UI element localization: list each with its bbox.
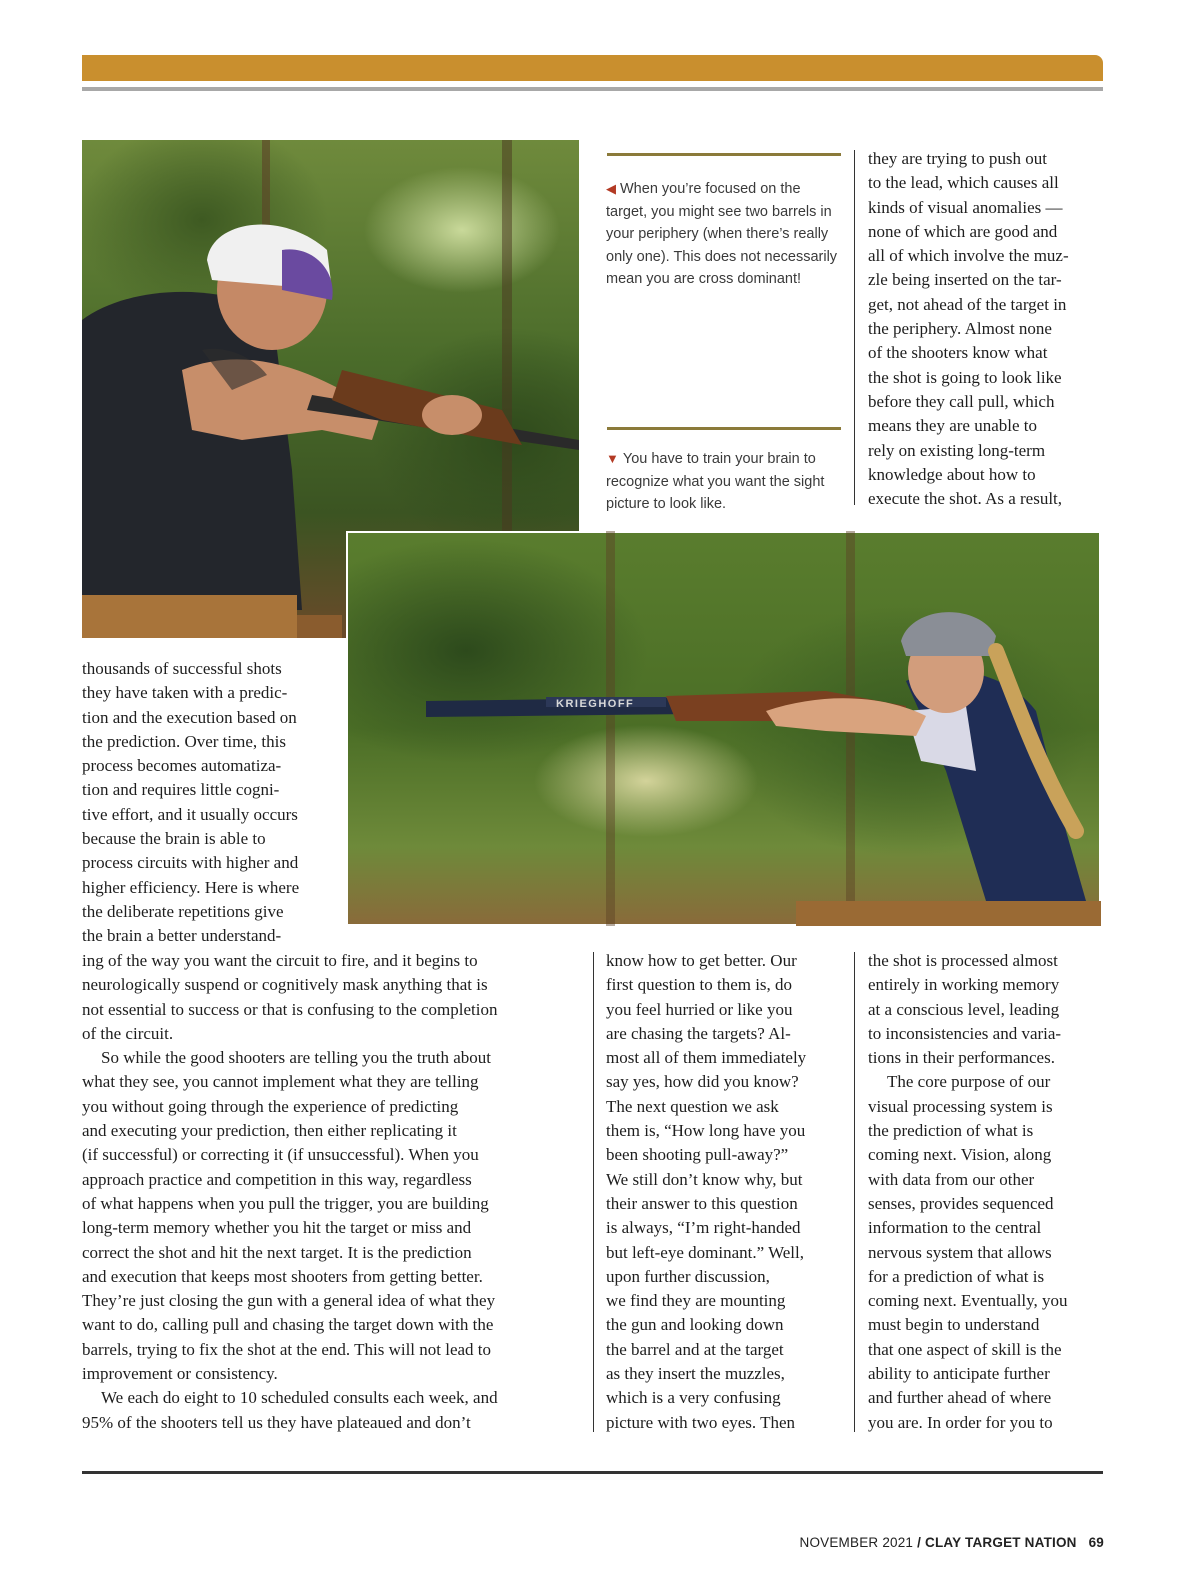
text-line: as they insert the muzzles, <box>606 1364 785 1384</box>
text-line: none of which are good and <box>868 221 1058 241</box>
right-column-text <box>868 949 1108 1435</box>
triangle-down-icon: ▼ <box>606 451 619 466</box>
footer-rule <box>82 1471 1103 1474</box>
text-line: information to the central <box>868 1218 1042 1238</box>
text-line: The core purpose of our <box>887 1072 1051 1092</box>
page-number: 69 <box>1088 1535 1104 1550</box>
text-line: their answer to this question <box>606 1193 798 1213</box>
text-line: because the brain is able to <box>82 829 266 849</box>
text-line: higher efficiency. Here is where <box>82 877 300 897</box>
text-line: are chasing the targets? Al- <box>606 1023 791 1043</box>
text-line: the gun and looking down <box>606 1315 784 1335</box>
text-line: to the lead, which causes all <box>868 173 1059 193</box>
text-line: process circuits with higher and <box>82 853 299 873</box>
caption-rule-top <box>607 153 841 156</box>
text-line: ability to anticipate further <box>868 1364 1050 1384</box>
text-line: been shooting pull-away?” <box>606 1145 789 1165</box>
text-line: So while the good shooters are telling you the truth about <box>101 1048 491 1068</box>
text-line: approach practice and competition in this way, regardless <box>82 1169 472 1189</box>
text-line: kinds of visual anomalies — <box>868 197 1063 217</box>
text-line: at a conscious level, leading <box>868 999 1060 1019</box>
caption-bottom <box>606 448 842 516</box>
text-line: want to do, calling pull and chasing the target down with the <box>82 1315 494 1335</box>
text-line: first question to them is, do <box>606 975 793 995</box>
caption-rule-bottom <box>607 427 841 430</box>
text-line: the barrel and at the target <box>606 1339 784 1359</box>
text-line: but left-eye dominant.” Well, <box>606 1242 805 1262</box>
text-line: rely on existing long-term <box>868 440 1046 460</box>
left-narrow-text <box>82 657 344 949</box>
text-line: process becomes automatiza- <box>82 756 282 776</box>
text-line: of what happens when you pull the trigger, you are building <box>82 1193 489 1213</box>
text-line: and further ahead of where <box>868 1388 1052 1408</box>
text-line: they are trying to push out <box>868 149 1047 168</box>
text-line: tion and the execution based on <box>82 707 297 727</box>
text-line: tive effort, and it usually occurs <box>82 804 298 824</box>
text-line: correct the shot and hit the next target. It is the prediction <box>82 1242 472 1262</box>
text-line: We still don’t know why, but <box>606 1169 803 1189</box>
text-line: visual processing system is <box>868 1096 1053 1116</box>
left-wide-text <box>82 949 582 1435</box>
text-line: them is, “How long have you <box>606 1121 806 1141</box>
text-line: and execution that keeps most shooters from getting better. <box>82 1266 483 1286</box>
photo-female-shooter <box>346 531 1101 926</box>
text-line: improvement or consistency. <box>82 1364 278 1384</box>
text-line: coming next. Vision, along <box>868 1145 1052 1165</box>
text-line: thousands of successful shots <box>82 659 282 678</box>
column-divider-left <box>593 952 594 1432</box>
text-line: you are. In order for you to <box>868 1412 1053 1432</box>
text-line: the brain a better understand- <box>82 926 282 946</box>
text-line: to inconsistencies and varia- <box>868 1023 1062 1043</box>
text-line: barrels, trying to fix the shot at the end. This will not lead to <box>82 1339 492 1359</box>
text-line: we find they are mounting <box>606 1291 786 1311</box>
text-line: nervous system that allows <box>868 1242 1052 1262</box>
header-color-bar <box>82 55 1103 81</box>
text-line: We each do eight to 10 scheduled consults each week, and <box>101 1388 498 1408</box>
text-line: they have taken with a predic- <box>82 683 288 703</box>
text-line: tions in their performances. <box>868 1048 1055 1068</box>
text-line: neurologically suspend or cognitively mask anything that is <box>82 975 488 995</box>
text-line: execute the shot. As a result, <box>868 489 1063 509</box>
text-line: of the circuit. <box>82 1023 174 1043</box>
text-line: most all of them immediately <box>606 1048 807 1068</box>
text-line: before they call pull, which <box>868 391 1055 411</box>
text-line: ing of the way you want the circuit to fire, and it begins to <box>82 951 478 970</box>
text-line: that one aspect of skill is the <box>868 1339 1062 1359</box>
column-divider-top <box>854 150 855 505</box>
text-line: get, not ahead of the target in <box>868 294 1067 314</box>
text-line: picture with two eyes. Then <box>606 1412 796 1432</box>
text-line: you without going through the experience of predicting <box>82 1096 459 1116</box>
gun-label: KRIEGHOFF <box>556 698 635 710</box>
footer-separator: / <box>917 1535 922 1550</box>
text-line: upon further discussion, <box>606 1266 770 1286</box>
text-line: They’re just closing the gun with a general idea of what they <box>82 1291 496 1311</box>
text-line: the prediction. Over time, this <box>82 731 286 751</box>
text-line: (if successful) or correcting it (if unsuccessful). When you <box>82 1145 479 1165</box>
text-line: is always, “I’m right-handed <box>606 1218 801 1238</box>
text-line: the periphery. Almost none <box>868 319 1052 339</box>
text-line: say yes, how did you know? <box>606 1072 799 1092</box>
text-line: all of which involve the muz- <box>868 246 1069 266</box>
text-line: The next question we ask <box>606 1096 779 1116</box>
text-line: you feel hurried or like you <box>606 999 793 1019</box>
column3-top-text <box>868 147 1108 511</box>
column-divider-right <box>854 952 855 1432</box>
text-line: knowledge about how to <box>868 464 1036 484</box>
text-line: must begin to understand <box>868 1315 1040 1335</box>
text-line: the deliberate repetitions give <box>82 901 284 921</box>
text-line: and executing your prediction, then either replicating it <box>82 1121 457 1141</box>
text-line: the prediction of what is <box>868 1121 1034 1141</box>
caption-bottom-text: You have to train your brain to recognize what you want the sight picture to look like. <box>606 451 825 512</box>
text-line: long-term memory whether you hit the target or miss and <box>82 1218 472 1238</box>
text-line: zle being inserted on the tar- <box>868 270 1062 290</box>
text-line: the shot is processed almost <box>868 951 1058 970</box>
triangle-left-icon: ◀ <box>606 181 616 196</box>
footer-date: NOVEMBER 2021 <box>799 1535 914 1550</box>
text-line: for a prediction of what is <box>868 1266 1045 1286</box>
text-line: 95% of the shooters tell us they have plateaued and don’t <box>82 1412 471 1432</box>
text-line: tion and requires little cogni- <box>82 780 280 800</box>
text-line: the shot is going to look like <box>868 367 1062 387</box>
text-line: entirely in working memory <box>868 975 1060 995</box>
header-rule <box>82 87 1103 91</box>
text-line: with data from our other <box>868 1169 1035 1189</box>
text-line: know how to get better. Our <box>606 951 797 970</box>
text-line: coming next. Eventually, you <box>868 1291 1068 1311</box>
text-line: which is a very confusing <box>606 1388 781 1408</box>
text-line: means they are unable to <box>868 416 1037 436</box>
middle-column-text <box>606 949 846 1435</box>
caption-top <box>606 178 842 291</box>
text-line: not essential to success or that is confusing to the completion <box>82 999 498 1019</box>
caption-top-text: When you’re focused on the target, you might see two barrels in your periphery (when there’s really only one). This does not necessarily mean you are cross dominant! <box>606 181 838 287</box>
page-footer <box>800 1535 1105 1550</box>
text-line: senses, provides sequenced <box>868 1193 1054 1213</box>
footer-magazine: CLAY TARGET NATION <box>925 1535 1077 1550</box>
text-line: of the shooters know what <box>868 343 1048 363</box>
text-line: what they see, you cannot implement what they are telling <box>82 1072 479 1092</box>
